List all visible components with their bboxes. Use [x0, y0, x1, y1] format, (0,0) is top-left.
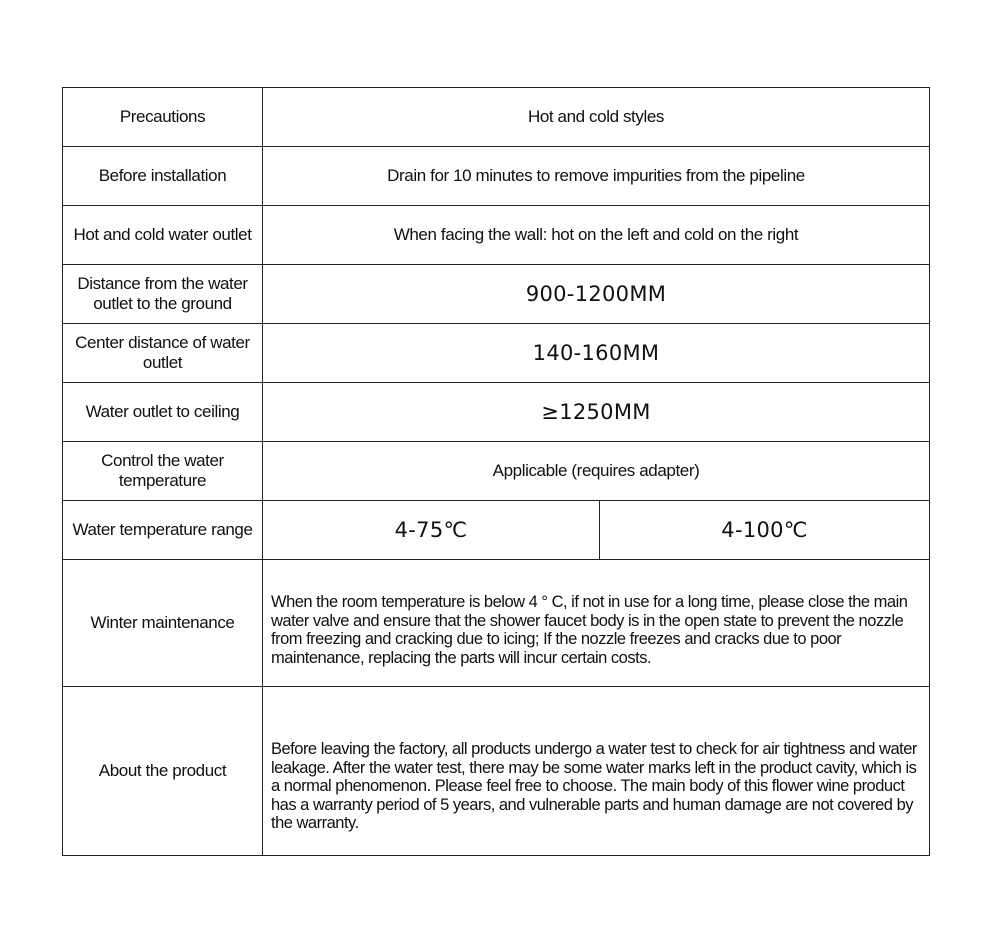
- row-value-temperature-range-left: 4-75℃: [263, 501, 600, 560]
- row-label-hot-cold-outlet: Hot and cold water outlet: [63, 206, 263, 265]
- row-value-temperature-range-right: 4-100℃: [600, 501, 930, 560]
- header-label-cell: Precautions: [63, 88, 263, 147]
- row-value-outlet-to-ground: 900-1200MM: [263, 265, 930, 324]
- row-value-winter-maintenance: [263, 560, 930, 687]
- row-value-center-distance: 140-160MM: [263, 324, 930, 383]
- row-label-center-distance: Center distance of water outlet: [63, 324, 263, 383]
- precautions-table: [62, 87, 930, 856]
- table-row: [63, 383, 930, 442]
- table-header-row: [63, 88, 930, 147]
- row-label-winter-maintenance: Winter maintenance: [63, 560, 263, 687]
- row-label-outlet-to-ceiling: Water outlet to ceiling: [63, 383, 263, 442]
- table-row: [63, 147, 930, 206]
- row-label-outlet-to-ground: Distance from the water outlet to the ground: [63, 265, 263, 324]
- row-value-hot-cold-outlet: When facing the wall: hot on the left and cold on the right: [263, 206, 930, 265]
- row-label-before-installation: Before installation: [63, 147, 263, 206]
- winter-maintenance-text: When the room temperature is below 4 ° C, if not in use for a long time, please close the main water valve and ensure that the shower faucet body is in the open state to prevent the nozzle from freezing and cracking due to icing; If the nozzle freezes and cracks due to poor maintenance, replacing the parts will incur certain costs.: [271, 593, 908, 667]
- row-value-about-product: [263, 687, 930, 856]
- table-row: [63, 206, 930, 265]
- table-row: [63, 324, 930, 383]
- header-value-cell: Hot and cold styles: [263, 88, 930, 147]
- about-product-text: Before leaving the factory, all products undergo a water test to check for air tightness and water leakage. After the water test, there may be some water marks left in the product cavity, which is a normal phenomenon. Please feel free to choose. The main body of this flower wine product has a warranty period of 5 years, and vulnerable parts and human damage are not covered by the warranty.: [271, 740, 917, 833]
- row-value-control-temperature: Applicable (requires adapter): [263, 442, 930, 501]
- row-label-control-temperature: Control the water temperature: [63, 442, 263, 501]
- table-row: [63, 501, 930, 560]
- row-value-before-installation: Drain for 10 minutes to remove impurities from the pipeline: [263, 147, 930, 206]
- row-label-about-product: About the product: [63, 687, 263, 856]
- row-value-outlet-to-ceiling: ≥1250MM: [263, 383, 930, 442]
- table-row: [63, 442, 930, 501]
- row-label-temperature-range: Water temperature range: [63, 501, 263, 560]
- table-row: [63, 265, 930, 324]
- table-row: [63, 687, 930, 856]
- table-row: [63, 560, 930, 687]
